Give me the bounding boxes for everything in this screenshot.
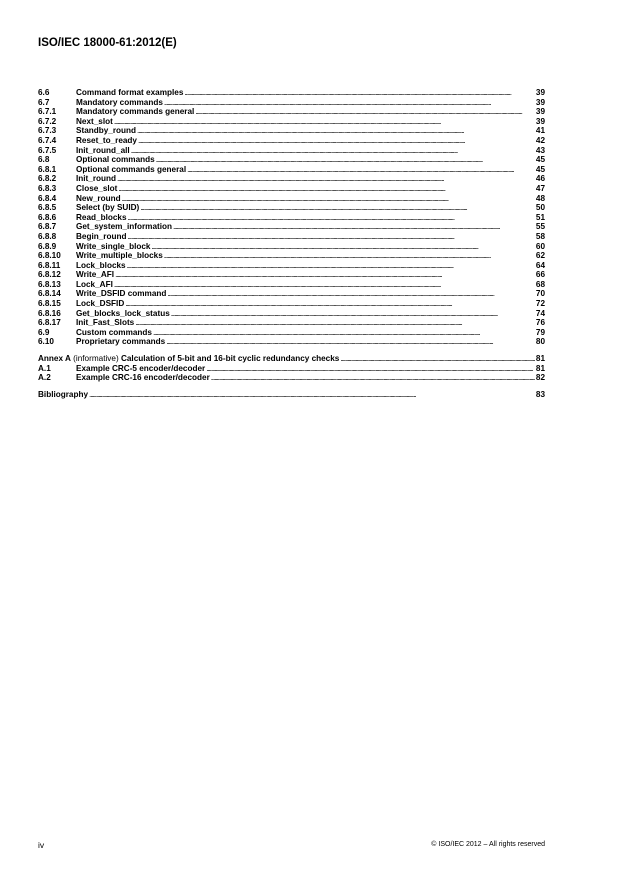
toc-leader-dots — [164, 98, 535, 108]
toc-entry-title: Get_system_information — [76, 222, 173, 232]
toc-leader-dots — [195, 107, 535, 117]
toc-leader-dots — [138, 136, 535, 146]
toc-leader-dots — [151, 242, 534, 252]
toc-leader-dots — [131, 146, 535, 156]
toc-entry[interactable] — [38, 98, 545, 108]
annex-title-text: Calculation of 5-bit and 16-bit cyclic redundancy checks — [120, 354, 340, 364]
toc-entry[interactable] — [38, 194, 545, 204]
toc-entry-number: 6.8.3 — [38, 183, 57, 193]
toc-leader-dots — [187, 165, 535, 175]
annex-informative: (informative) — [70, 354, 121, 364]
toc-entry-number: 6.8.12 — [38, 270, 61, 280]
toc-entry-title: Init_round_all — [76, 145, 130, 155]
toc-entry-title: Optional commands — [76, 155, 155, 165]
toc-entry-number: 6.7.4 — [38, 135, 57, 145]
toc-gap — [38, 347, 545, 354]
toc-leader-dots — [173, 222, 535, 232]
toc-entry-title: Close_slot — [76, 183, 118, 193]
toc-entry-number: 6.8.6 — [38, 212, 57, 222]
toc-entry-page: 82 — [535, 373, 545, 383]
toc-entry-title: Read_blocks — [76, 212, 127, 222]
toc-leader-dots — [140, 203, 535, 213]
toc-entry-title: Begin_round — [76, 231, 127, 241]
toc-entry-title: Standby_round — [76, 126, 137, 136]
page-number: iv — [38, 840, 45, 850]
toc-leader-dots — [153, 328, 535, 338]
toc-entry-title: Lock_DSFID — [76, 299, 125, 309]
toc-entry-page: 74 — [535, 308, 545, 318]
toc-entry-page: 80 — [535, 337, 545, 347]
toc-leader-dots — [117, 174, 535, 184]
toc-entry-page: 66 — [535, 270, 545, 280]
document-header: ISO/IEC 18000-61:2012(E) — [38, 37, 177, 49]
toc-entry-number: 6.8.4 — [38, 193, 57, 203]
toc-leader-dots — [164, 251, 535, 261]
toc-entry[interactable] — [38, 232, 545, 242]
toc-leader-dots — [166, 337, 535, 347]
toc-entry-page: 43 — [535, 145, 545, 155]
toc-entry-title: Write_single_block — [76, 241, 151, 251]
toc-entry[interactable] — [38, 373, 545, 383]
toc-entry[interactable] — [38, 270, 545, 280]
toc-entry-number: 6.8.8 — [38, 231, 57, 241]
toc-entry-title: Reset_to_ready — [76, 135, 137, 145]
toc-entry[interactable] — [38, 117, 545, 127]
toc-section-commands — [38, 88, 545, 347]
toc-entry-number: 6.8.7 — [38, 222, 57, 232]
toc-entry-number: 6.8.9 — [38, 241, 57, 251]
toc-entry[interactable] — [38, 309, 545, 319]
toc-entry-number: 6.8.14 — [38, 289, 61, 299]
toc-entry-page: 51 — [535, 212, 545, 222]
toc-entry-page: 68 — [535, 279, 545, 289]
toc-entry-number: 6.8.5 — [38, 203, 57, 213]
toc-entry-number: 6.7.3 — [38, 126, 57, 136]
toc-entry-title: Optional commands general — [76, 164, 187, 174]
toc-entry[interactable] — [38, 203, 545, 213]
toc-entry-number: 6.10 — [38, 337, 54, 347]
toc-entry[interactable] — [38, 107, 545, 117]
toc-leader-dots — [171, 309, 535, 319]
toc-leader-dots — [122, 194, 535, 204]
toc-entry-page: 70 — [535, 289, 545, 299]
toc-leader-dots — [115, 270, 535, 280]
toc-entry-page: 41 — [535, 126, 545, 136]
toc-entry-title: Example CRC-16 encoder/decoder — [76, 373, 210, 383]
toc-entry[interactable] — [38, 222, 545, 232]
toc-entry-number: 6.9 — [38, 327, 50, 337]
toc-leader-dots — [89, 390, 535, 400]
toc-leader-dots — [206, 364, 535, 374]
toc-entry-number: 6.7.5 — [38, 145, 57, 155]
toc-bibliography-title: Bibliography — [38, 389, 89, 399]
toc-entry[interactable] — [38, 289, 545, 299]
toc-entry-number: 6.8.15 — [38, 299, 61, 309]
toc-leader-dots — [127, 261, 535, 271]
toc-entry-page: 72 — [535, 299, 545, 309]
toc-entry-page: 39 — [535, 107, 545, 117]
toc-entry-title: Mandatory commands general — [76, 107, 195, 117]
toc-entry-number: 6.8.1 — [38, 164, 57, 174]
toc-entry-page: 60 — [535, 241, 545, 251]
toc-leader-dots — [125, 299, 535, 309]
toc-entry-number: 6.8.17 — [38, 318, 61, 328]
toc-entry[interactable] — [38, 242, 545, 252]
table-of-contents — [38, 88, 545, 399]
toc-entry-title: Lock_blocks — [76, 260, 126, 270]
toc-entry[interactable] — [38, 251, 545, 261]
toc-entry-page: 39 — [535, 97, 545, 107]
toc-entry-title: New_round — [76, 193, 121, 203]
toc-entry-number: 6.7 — [38, 97, 50, 107]
toc-entry-title: Command format examples — [76, 88, 184, 97]
toc-entry-number: 6.6 — [38, 88, 50, 97]
toc-entry-number: 6.8 — [38, 155, 50, 165]
toc-entry-number: 6.8.2 — [38, 174, 57, 184]
toc-leader-dots — [137, 126, 535, 136]
toc-entry[interactable] — [38, 184, 545, 194]
toc-entry-page: 42 — [535, 135, 545, 145]
toc-entry-number: 6.8.11 — [38, 260, 61, 270]
toc-leader-dots — [184, 88, 535, 98]
toc-entry-page: 76 — [535, 318, 545, 328]
toc-entry-title: Get_blocks_lock_status — [76, 308, 170, 318]
toc-section-annex — [38, 364, 545, 383]
toc-entry-page: 45 — [535, 155, 545, 165]
toc-entry[interactable] — [38, 318, 545, 328]
toc-entry-page: 50 — [535, 203, 545, 213]
copyright-notice: © ISO/IEC 2012 – All rights reserved — [431, 841, 545, 848]
toc-bibliography-entry[interactable] — [38, 390, 545, 400]
toc-leader-dots — [156, 155, 535, 165]
toc-entry[interactable] — [38, 299, 545, 309]
toc-entry[interactable] — [38, 174, 545, 184]
toc-leader-dots — [135, 318, 535, 328]
toc-entry-number: 6.8.10 — [38, 251, 61, 261]
toc-entry-page: 39 — [535, 116, 545, 126]
toc-entry-page: 47 — [535, 183, 545, 193]
toc-entry[interactable] — [38, 88, 545, 98]
toc-bibliography-page: 83 — [535, 389, 545, 399]
toc-entry-number: A.2 — [38, 373, 51, 383]
toc-entry[interactable] — [38, 126, 545, 136]
toc-entry-page: 46 — [535, 174, 545, 184]
toc-entry-page: 55 — [535, 222, 545, 232]
toc-entry-number: 6.8.16 — [38, 308, 61, 318]
toc-entry-number: 6.8.13 — [38, 279, 61, 289]
toc-gap — [38, 383, 545, 390]
toc-entry-title: Custom commands — [76, 327, 152, 337]
toc-entry-title: Select (by SUID) — [76, 203, 140, 213]
toc-entry[interactable] — [38, 155, 545, 165]
toc-entry-number: 6.7.2 — [38, 116, 57, 126]
toc-entry[interactable] — [38, 280, 545, 290]
toc-annex-title — [38, 354, 339, 364]
toc-annex-entry[interactable] — [38, 354, 545, 364]
toc-entry[interactable] — [38, 146, 545, 156]
toc-entry-number: 6.7.1 — [38, 107, 57, 117]
toc-entry-page: 62 — [535, 251, 545, 261]
toc-entry-page: 79 — [535, 327, 545, 337]
toc-entry[interactable] — [38, 213, 545, 223]
toc-annex-page: 81 — [535, 354, 545, 364]
toc-entry[interactable] — [38, 136, 545, 146]
toc-entry-page: 39 — [535, 88, 545, 97]
toc-entry-page: 58 — [535, 231, 545, 241]
toc-entry-page: 45 — [535, 164, 545, 174]
toc-entry[interactable] — [38, 165, 545, 175]
toc-entry-title: Write_DSFID command — [76, 289, 167, 299]
toc-leader-dots — [340, 354, 535, 364]
toc-entry-page: 64 — [535, 260, 545, 270]
annex-label: Annex A — [38, 354, 71, 364]
toc-leader-dots — [128, 213, 535, 223]
toc-leader-dots — [114, 117, 535, 127]
toc-entry-title: Mandatory commands — [76, 97, 163, 107]
toc-entry-title: Lock_AFI — [76, 279, 113, 289]
toc-leader-dots — [118, 184, 534, 194]
toc-entry-title: Example CRC-5 encoder/decoder — [76, 363, 206, 373]
toc-entry-title: Init_round — [76, 174, 117, 184]
toc-entry-title: Write_multiple_blocks — [76, 251, 163, 261]
toc-entry[interactable] — [38, 337, 545, 347]
toc-entry[interactable] — [38, 328, 545, 338]
toc-entry-title: Init_Fast_Slots — [76, 318, 135, 328]
toc-leader-dots — [211, 373, 535, 383]
toc-entry-title: Proprietary commands — [76, 337, 166, 347]
toc-entry-page: 81 — [535, 363, 545, 373]
toc-entry-title: Next_slot — [76, 116, 113, 126]
toc-leader-dots — [114, 280, 535, 290]
toc-entry-page: 48 — [535, 193, 545, 203]
toc-leader-dots — [128, 232, 535, 242]
toc-entry[interactable] — [38, 364, 545, 374]
toc-entry[interactable] — [38, 261, 545, 271]
toc-entry-title: Write_AFI — [76, 270, 115, 280]
toc-leader-dots — [167, 289, 535, 299]
toc-entry-number: A.1 — [38, 363, 51, 373]
